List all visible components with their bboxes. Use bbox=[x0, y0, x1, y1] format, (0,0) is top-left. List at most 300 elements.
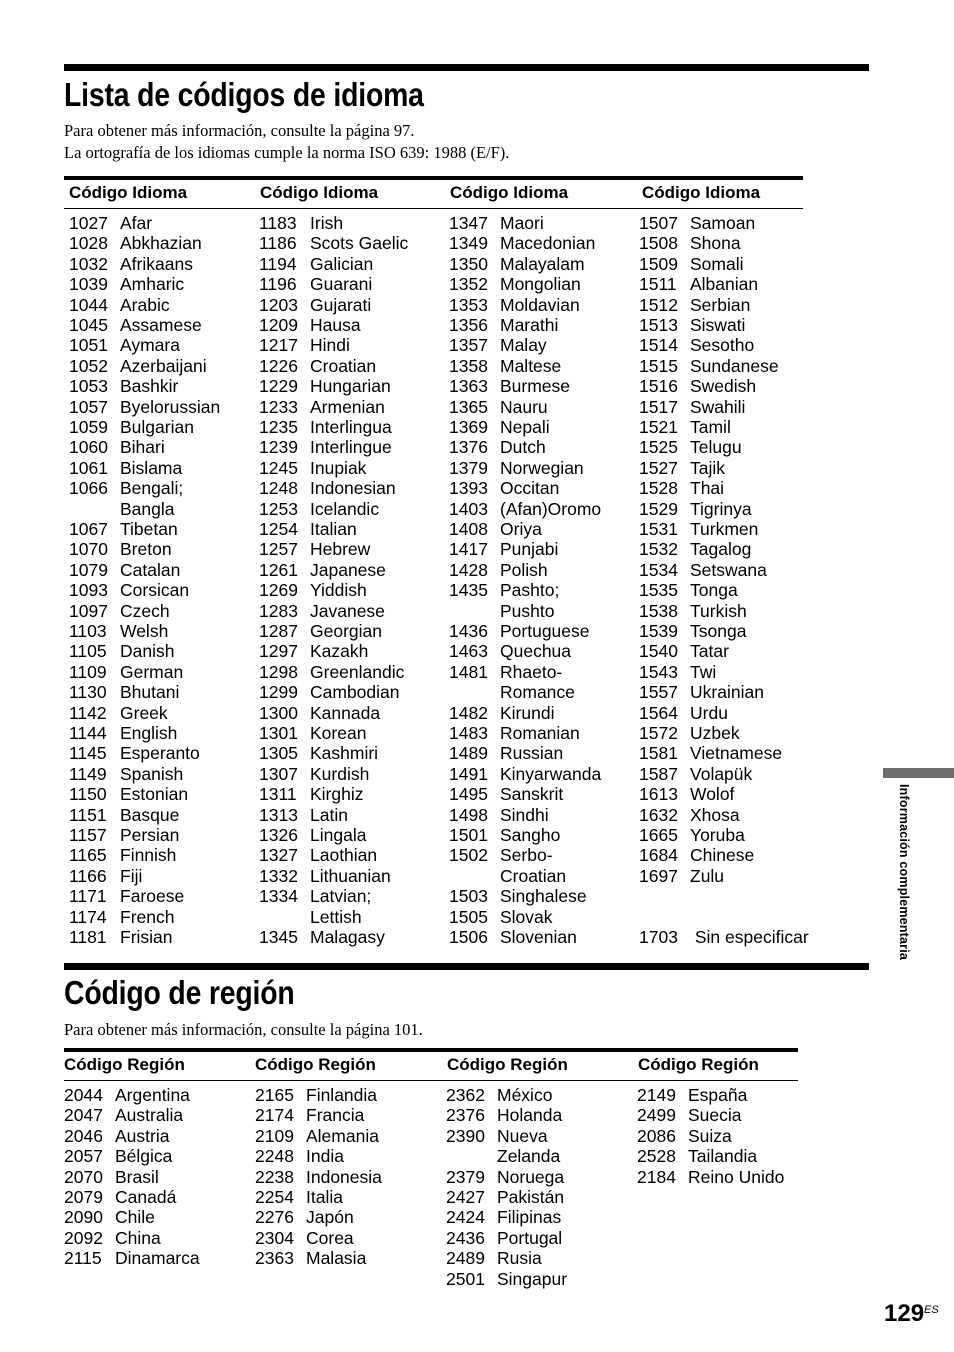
table-row bbox=[259, 805, 348, 825]
entry-name: Yiddish bbox=[310, 580, 367, 601]
table-row bbox=[446, 1207, 561, 1227]
entry-name: Setswana bbox=[690, 559, 767, 580]
entry-code: 1059 bbox=[69, 417, 108, 437]
entry-name: Serbian bbox=[690, 294, 751, 315]
entry-name: Albanian bbox=[690, 274, 759, 295]
table-row bbox=[449, 560, 548, 580]
entry-name: Bélgica bbox=[115, 1146, 173, 1167]
entry-name: Wolof bbox=[690, 784, 735, 805]
entry-code: 1508 bbox=[639, 233, 678, 254]
entry-code: 2149 bbox=[637, 1085, 676, 1105]
table-row bbox=[259, 417, 392, 437]
entry-code: 1352 bbox=[449, 274, 488, 295]
entry-name: Lithuanian bbox=[310, 865, 391, 886]
entry-code: 1436 bbox=[449, 621, 488, 641]
table-row bbox=[259, 356, 376, 376]
table-row bbox=[259, 825, 366, 845]
entry-code: 1534 bbox=[639, 559, 678, 580]
table-row bbox=[69, 376, 178, 396]
entry-code: 2092 bbox=[64, 1227, 103, 1248]
entry-code: 2363 bbox=[255, 1248, 294, 1269]
entry-code: 1183 bbox=[259, 213, 297, 233]
entry-name: Reino Unido bbox=[688, 1166, 785, 1187]
entry-code: 1061 bbox=[69, 457, 108, 478]
table-row bbox=[259, 866, 391, 886]
entry-name: Malagasy bbox=[310, 927, 385, 947]
entry-code: 2276 bbox=[255, 1207, 294, 1228]
entry-code: 1463 bbox=[449, 641, 488, 662]
table-row bbox=[259, 723, 366, 743]
entry-code: 1511 bbox=[639, 274, 677, 295]
table-row bbox=[639, 295, 750, 315]
table-row bbox=[449, 376, 570, 396]
entry-code: 1356 bbox=[449, 315, 488, 335]
entry-name: Indonesia bbox=[306, 1166, 382, 1187]
entry-code: 1501 bbox=[449, 825, 488, 845]
entry-name: Telugu bbox=[690, 437, 742, 458]
entry-code: 1327 bbox=[259, 845, 298, 866]
entry-name: Nepali bbox=[500, 417, 550, 437]
entry-name: Tailandia bbox=[688, 1146, 758, 1167]
entry-name: Urdu bbox=[690, 702, 728, 723]
table-row bbox=[639, 662, 716, 682]
table-row bbox=[259, 376, 391, 396]
entry-code: 2109 bbox=[255, 1125, 294, 1146]
entry-code: 1684 bbox=[639, 845, 678, 866]
table-row bbox=[449, 274, 581, 294]
page-number bbox=[884, 1300, 939, 1328]
table-row bbox=[259, 682, 400, 702]
table-row bbox=[449, 233, 595, 253]
entry-name: Twi bbox=[690, 661, 717, 682]
entry-name: Noruega bbox=[497, 1166, 565, 1187]
entry-name: Sanskrit bbox=[500, 784, 564, 805]
table-row bbox=[639, 743, 782, 763]
entry-code: 1174 bbox=[69, 906, 107, 927]
table-row bbox=[69, 417, 194, 437]
table-row bbox=[69, 519, 178, 539]
entry-code: 1051 bbox=[69, 335, 108, 356]
entry-name: Quechua bbox=[500, 641, 572, 662]
table-row bbox=[255, 1248, 366, 1268]
entry-name: España bbox=[688, 1085, 748, 1105]
entry-name: Norwegian bbox=[500, 457, 584, 478]
entry-code: 1229 bbox=[259, 376, 298, 397]
entry-code: 1109 bbox=[69, 661, 107, 682]
entry-code: 2248 bbox=[255, 1146, 294, 1167]
entry-code: 2528 bbox=[637, 1146, 676, 1167]
entry-name: Romance bbox=[500, 682, 575, 703]
entry-name: Slovak bbox=[500, 906, 553, 927]
entry-name: Guarani bbox=[310, 274, 373, 295]
entry-name: English bbox=[120, 723, 178, 743]
table-row bbox=[69, 580, 189, 600]
entry-name: Pushto bbox=[500, 600, 555, 621]
entry-code: 1149 bbox=[69, 763, 107, 784]
table-row bbox=[449, 499, 601, 519]
language-column-header: Código Idioma bbox=[69, 183, 188, 202]
entry-code: 1489 bbox=[449, 743, 488, 764]
table-row bbox=[639, 274, 758, 294]
entry-code: 1557 bbox=[639, 682, 678, 703]
table-row bbox=[259, 764, 369, 784]
table-row bbox=[639, 539, 751, 559]
entry-code: 1528 bbox=[639, 478, 678, 499]
region-column-header: Código Región bbox=[64, 1055, 185, 1074]
entry-name: Javanese bbox=[310, 600, 385, 621]
table-row bbox=[259, 233, 408, 253]
table-row bbox=[69, 866, 142, 886]
table-row bbox=[259, 519, 357, 539]
entry-code: 1498 bbox=[449, 804, 488, 825]
entry-code: 1045 bbox=[69, 315, 108, 335]
entry-name: Suiza bbox=[688, 1125, 732, 1146]
language-intro-line-2: La ortografía de los idiomas cumple la norma ISO 639: 1988 (E/F). bbox=[64, 143, 510, 162]
entry-name: Kirghiz bbox=[310, 784, 364, 805]
language-column-header: Código Idioma bbox=[642, 183, 761, 202]
entry-name: Maori bbox=[500, 213, 544, 233]
entry-code: 1070 bbox=[69, 539, 108, 560]
entry-code: 2238 bbox=[255, 1166, 294, 1187]
table-row bbox=[449, 458, 584, 478]
table-row bbox=[639, 417, 731, 437]
table-row bbox=[449, 295, 580, 315]
region-table-header-rule bbox=[64, 1080, 798, 1081]
entry-name: Abkhazian bbox=[120, 233, 202, 254]
region-column-header: Código Región bbox=[255, 1055, 376, 1074]
entry-name: Nueva bbox=[497, 1125, 548, 1146]
entry-name: Tamil bbox=[690, 417, 731, 437]
entry-code: 1305 bbox=[259, 743, 298, 764]
table-row bbox=[639, 641, 729, 661]
table-row bbox=[449, 845, 553, 865]
table-row bbox=[639, 376, 756, 396]
table-row bbox=[449, 356, 561, 376]
entry-code: 1697 bbox=[639, 865, 678, 886]
entry-name: Czech bbox=[120, 600, 170, 621]
entry-code: 1044 bbox=[69, 294, 108, 315]
table-row bbox=[69, 437, 165, 457]
entry-code: 2304 bbox=[255, 1227, 294, 1248]
entry-code: 1297 bbox=[259, 641, 298, 662]
entry-code: 1535 bbox=[639, 580, 678, 601]
entry-name: Canadá bbox=[115, 1187, 177, 1207]
entry-name: Sin especificar bbox=[690, 927, 809, 947]
table-row bbox=[69, 907, 174, 927]
entry-name: Russian bbox=[500, 743, 564, 764]
entry-name: Indonesian bbox=[310, 478, 396, 499]
entry-code: 1287 bbox=[259, 621, 298, 641]
table-row bbox=[69, 641, 174, 661]
table-row bbox=[259, 397, 385, 417]
entry-name: Gujarati bbox=[310, 294, 372, 315]
table-row bbox=[259, 335, 350, 355]
entry-name: Volapük bbox=[690, 763, 753, 784]
table-row bbox=[449, 315, 558, 335]
table-row bbox=[69, 682, 179, 702]
table-row bbox=[69, 764, 183, 784]
entry-name: Latvian; bbox=[310, 886, 372, 907]
entry-code: 1538 bbox=[639, 600, 678, 621]
entry-code: 1307 bbox=[259, 763, 298, 784]
entry-code: 1521 bbox=[639, 417, 678, 437]
entry-code: 1235 bbox=[259, 417, 298, 437]
table-row bbox=[449, 478, 559, 498]
entry-code: 1332 bbox=[259, 865, 298, 886]
entry-name: Rhaeto- bbox=[500, 661, 563, 682]
table-row bbox=[69, 601, 170, 621]
table-row bbox=[449, 601, 554, 621]
entry-code: 1505 bbox=[449, 906, 488, 927]
table-row bbox=[69, 825, 179, 845]
table-row bbox=[639, 682, 764, 702]
entry-code: 1517 bbox=[639, 396, 678, 417]
entry-name: Malayalam bbox=[500, 253, 585, 274]
entry-name: Tigrinya bbox=[690, 498, 752, 519]
entry-name: Mongolian bbox=[500, 274, 581, 295]
entry-name: Bhutani bbox=[120, 682, 180, 703]
entry-code: 2376 bbox=[446, 1105, 485, 1126]
entry-code: 1482 bbox=[449, 702, 488, 723]
entry-code: 1057 bbox=[69, 396, 108, 417]
table-row bbox=[69, 703, 168, 723]
entry-name: Tajik bbox=[690, 457, 726, 478]
entry-name: Hausa bbox=[310, 315, 361, 335]
entry-name: Scots Gaelic bbox=[310, 233, 409, 254]
entry-code: 1515 bbox=[639, 355, 678, 376]
table-row bbox=[446, 1126, 548, 1146]
table-row bbox=[69, 539, 172, 559]
table-row bbox=[639, 764, 752, 784]
table-row bbox=[259, 499, 379, 519]
table-row bbox=[259, 560, 386, 580]
table-row bbox=[449, 723, 580, 743]
entry-code: 1245 bbox=[259, 457, 298, 478]
table-row bbox=[69, 560, 180, 580]
table-row bbox=[449, 662, 562, 682]
entry-code: 2057 bbox=[64, 1146, 103, 1167]
entry-code: 1067 bbox=[69, 519, 108, 539]
entry-code: 1209 bbox=[259, 315, 298, 335]
entry-name: Turkmen bbox=[690, 519, 759, 539]
entry-name: Dutch bbox=[500, 437, 546, 458]
table-row bbox=[255, 1146, 344, 1166]
entry-code: 2499 bbox=[637, 1105, 676, 1126]
table-row bbox=[69, 356, 207, 376]
entry-code: 1513 bbox=[639, 315, 678, 335]
entry-code: 1632 bbox=[639, 804, 678, 825]
entry-name: Malay bbox=[500, 335, 547, 356]
entry-name: Samoan bbox=[690, 213, 756, 233]
entry-name: Corea bbox=[306, 1227, 354, 1248]
entry-name: Portuguese bbox=[500, 621, 590, 641]
entry-name: Malasia bbox=[306, 1248, 367, 1269]
table-row bbox=[69, 254, 193, 274]
entry-code: 1299 bbox=[259, 682, 298, 703]
table-row bbox=[449, 335, 547, 355]
entry-code: 1269 bbox=[259, 580, 298, 601]
language-column-header: Código Idioma bbox=[450, 183, 569, 202]
entry-code: 1166 bbox=[69, 865, 107, 886]
entry-name: Spanish bbox=[120, 763, 184, 784]
table-row bbox=[639, 703, 728, 723]
entry-code: 1403 bbox=[449, 498, 488, 519]
entry-name: Kashmiri bbox=[310, 743, 379, 764]
entry-name: Swahili bbox=[690, 396, 746, 417]
entry-code: 1529 bbox=[639, 498, 678, 519]
entry-code: 2070 bbox=[64, 1166, 103, 1187]
entry-code: 1301 bbox=[259, 723, 298, 743]
table-row bbox=[64, 1248, 200, 1268]
entry-name: Greenlandic bbox=[310, 661, 405, 682]
region-section-title: Código de región bbox=[64, 974, 295, 1011]
table-row bbox=[446, 1269, 567, 1289]
entry-code: 1028 bbox=[69, 233, 108, 254]
table-row bbox=[255, 1085, 377, 1105]
entry-name: Hebrew bbox=[310, 539, 371, 560]
table-row bbox=[69, 274, 184, 294]
entry-code: 1239 bbox=[259, 437, 298, 458]
table-row bbox=[255, 1105, 364, 1125]
table-row bbox=[639, 621, 746, 641]
entry-code: 1052 bbox=[69, 355, 108, 376]
entry-code: 1233 bbox=[259, 396, 298, 417]
entry-name: Chile bbox=[115, 1207, 155, 1228]
entry-name: Finlandia bbox=[306, 1085, 378, 1105]
entry-code: 1353 bbox=[449, 294, 488, 315]
table-row bbox=[69, 295, 170, 315]
table-row bbox=[259, 886, 371, 906]
entry-code: 1053 bbox=[69, 376, 108, 397]
entry-name: Burmese bbox=[500, 376, 571, 397]
entry-name: Slovenian bbox=[500, 927, 577, 947]
entry-code: 1703 bbox=[639, 927, 678, 947]
entry-code: 1532 bbox=[639, 539, 678, 560]
entry-code: 2379 bbox=[446, 1166, 485, 1187]
table-row bbox=[449, 254, 585, 274]
table-row bbox=[69, 478, 183, 498]
entry-name: Kannada bbox=[310, 702, 381, 723]
entry-name: Punjabi bbox=[500, 539, 559, 560]
table-row bbox=[449, 784, 563, 804]
table-row bbox=[639, 784, 734, 804]
entry-name: Thai bbox=[690, 478, 725, 499]
entry-name: Polish bbox=[500, 559, 548, 580]
entry-name: Bislama bbox=[120, 457, 183, 478]
entry-code: 2254 bbox=[255, 1187, 294, 1207]
table-row bbox=[69, 927, 173, 947]
entry-name: Frisian bbox=[120, 927, 173, 947]
table-row bbox=[259, 927, 385, 947]
entry-name: Tsonga bbox=[690, 621, 747, 641]
entry-name: México bbox=[497, 1085, 553, 1105]
table-row bbox=[69, 213, 152, 233]
entry-name: Armenian bbox=[310, 396, 385, 417]
entry-name: (Afan)Oromo bbox=[500, 498, 602, 519]
entry-name: Austria bbox=[115, 1125, 170, 1146]
table-row bbox=[639, 213, 755, 233]
entry-name: Sindhi bbox=[500, 804, 549, 825]
entry-code: 1539 bbox=[639, 621, 678, 641]
table-row bbox=[446, 1146, 560, 1166]
table-row bbox=[69, 335, 180, 355]
entry-name: Finnish bbox=[120, 845, 177, 866]
table-row bbox=[449, 805, 549, 825]
entry-name: Pakistán bbox=[497, 1187, 565, 1207]
side-tab-label: Información complementaria bbox=[897, 784, 911, 961]
table-row bbox=[259, 784, 364, 804]
entry-name: Italia bbox=[306, 1187, 343, 1207]
entry-name: Inupiak bbox=[310, 457, 367, 478]
entry-code: 1283 bbox=[259, 600, 298, 621]
region-intro-line: Para obtener más información, consulte la página 101. bbox=[64, 1020, 423, 1039]
entry-name: Byelorussian bbox=[120, 396, 221, 417]
table-row bbox=[639, 601, 747, 621]
table-row bbox=[449, 743, 563, 763]
entry-name: Bangla bbox=[120, 498, 175, 519]
entry-code: 1171 bbox=[69, 886, 107, 907]
entry-name: Ukrainian bbox=[690, 682, 764, 703]
entry-code: 1151 bbox=[69, 804, 107, 825]
entry-name: Interlingua bbox=[310, 417, 392, 437]
entry-name: Interlingue bbox=[310, 437, 392, 458]
table-row bbox=[259, 254, 373, 274]
entry-name: Nauru bbox=[500, 396, 548, 417]
table-row bbox=[449, 907, 553, 927]
entry-code: 1516 bbox=[639, 376, 678, 397]
entry-name: Australia bbox=[115, 1105, 184, 1126]
entry-name: Croatian bbox=[500, 865, 567, 886]
entry-name: French bbox=[120, 906, 175, 927]
entry-name: Sundanese bbox=[690, 355, 779, 376]
table-row bbox=[259, 845, 377, 865]
entry-name: Xhosa bbox=[690, 804, 740, 825]
entry-code: 1428 bbox=[449, 559, 488, 580]
table-row bbox=[637, 1085, 747, 1105]
entry-code: 1150 bbox=[69, 784, 107, 805]
table-row bbox=[449, 519, 542, 539]
table-row bbox=[259, 437, 392, 457]
entry-code: 1349 bbox=[449, 233, 488, 254]
table-row bbox=[449, 437, 546, 457]
entry-code: 2047 bbox=[64, 1105, 103, 1126]
table-row bbox=[639, 805, 740, 825]
entry-name: Greek bbox=[120, 702, 168, 723]
entry-code: 1506 bbox=[449, 927, 488, 947]
table-row bbox=[69, 886, 184, 906]
table-row bbox=[259, 478, 396, 498]
table-row bbox=[639, 825, 745, 845]
table-row bbox=[446, 1248, 542, 1268]
entry-code: 2174 bbox=[255, 1105, 294, 1126]
table-row bbox=[69, 743, 200, 763]
entry-name: Welsh bbox=[120, 621, 169, 641]
table-row bbox=[69, 805, 179, 825]
entry-code: 1345 bbox=[259, 927, 298, 947]
entry-code: 1369 bbox=[449, 417, 488, 437]
entry-name: Rusia bbox=[497, 1248, 542, 1269]
entry-code: 2165 bbox=[255, 1085, 294, 1105]
entry-code: 2115 bbox=[64, 1248, 102, 1269]
entry-code: 1027 bbox=[69, 213, 108, 233]
table-row bbox=[64, 1126, 169, 1146]
entry-code: 1350 bbox=[449, 253, 488, 274]
entry-code: 1393 bbox=[449, 478, 488, 499]
table-row bbox=[639, 437, 742, 457]
entry-code: 1376 bbox=[449, 437, 488, 458]
entry-name: Corsican bbox=[120, 580, 190, 601]
table-row bbox=[255, 1207, 354, 1227]
